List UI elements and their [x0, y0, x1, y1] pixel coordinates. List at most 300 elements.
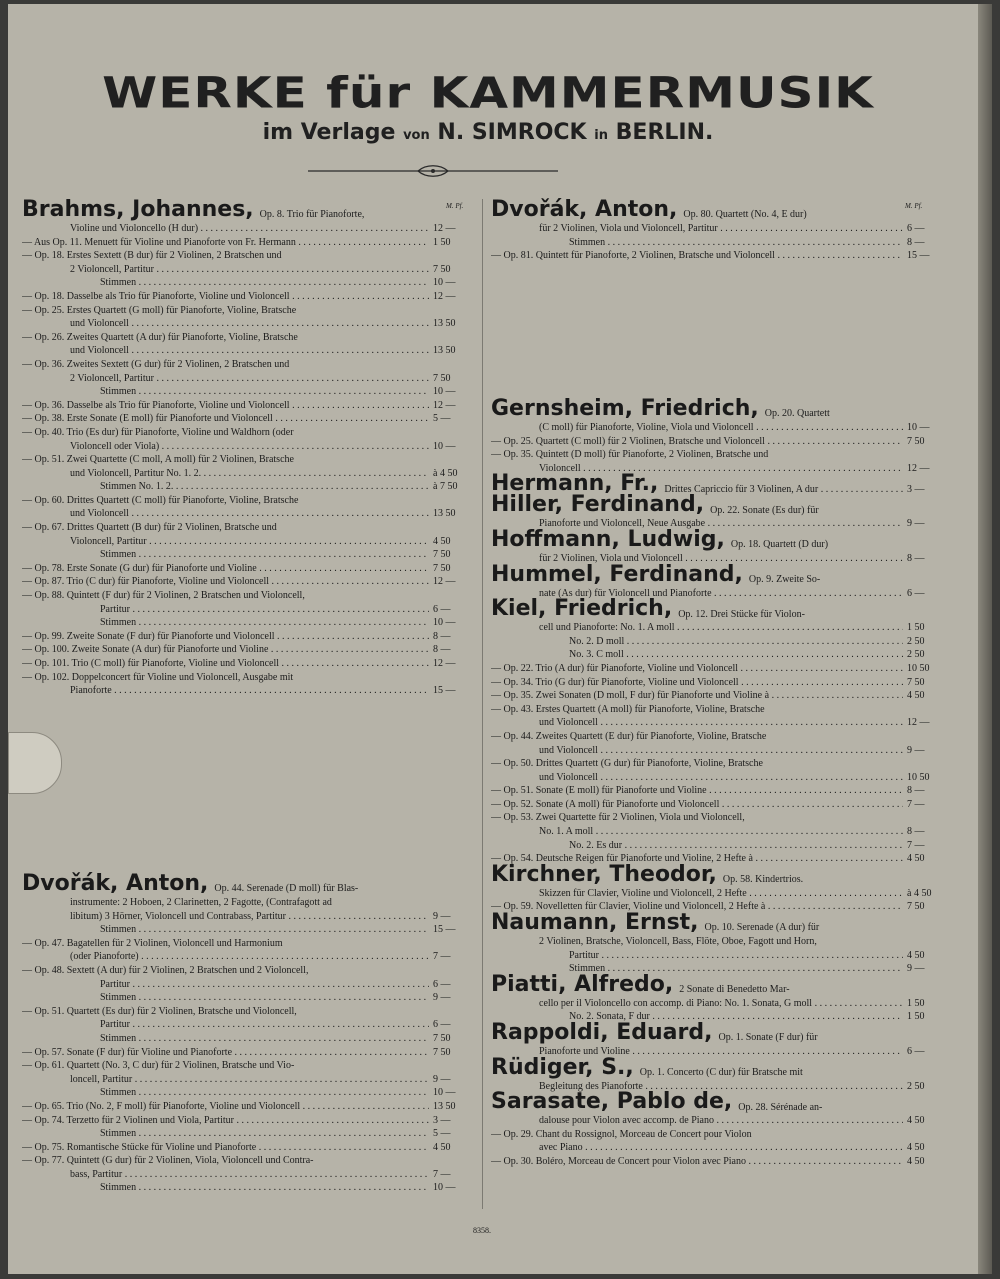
- line-text: Stimmen . . .: [100, 1086, 429, 1100]
- entry-line: [22, 412, 467, 426]
- line-text: Stimmen . . .: [100, 1181, 429, 1195]
- entry-line: [491, 648, 941, 662]
- entry-line: [491, 703, 941, 717]
- publisher-name: N. SIMROCK: [437, 120, 587, 145]
- line-price: 9 —: [907, 518, 925, 530]
- entry-line: [491, 249, 941, 263]
- line-price: 3 —: [907, 483, 925, 495]
- line-price: [429, 1005, 467, 1019]
- page-number: 8358.: [473, 1226, 491, 1235]
- entry-lines: [22, 871, 467, 1195]
- entry-line: [22, 1086, 467, 1100]
- line-text: Violine und Violoncello (H dur) . . .: [70, 222, 429, 236]
- entry-line: [22, 494, 467, 508]
- entry-line: [22, 440, 467, 454]
- composer-name: Piatti, Alfredo,: [491, 971, 674, 997]
- line-price: 7 50: [907, 435, 925, 447]
- line-price: 1 50: [907, 997, 925, 1009]
- entry-line: [22, 521, 467, 535]
- line-text: — Op. 59. Novelletten für Clavier, Violine und Violoncell, 2 Hefte à . . .: [491, 900, 903, 914]
- entry-line: [22, 1032, 467, 1046]
- entry-lines: [22, 197, 467, 698]
- line-price: 10 —: [433, 386, 456, 398]
- entry-line: [491, 1155, 941, 1169]
- price-heading: M. Pf.: [446, 202, 464, 210]
- entry-line: [22, 276, 467, 290]
- line-price: 9 —: [433, 910, 451, 922]
- line-text: Op. 1. Concerto (C dur) für Bratsche mit: [639, 1067, 803, 1078]
- line-price: [429, 937, 467, 951]
- line-price: 8 —: [907, 552, 925, 564]
- entry-line: [22, 910, 467, 924]
- entry-line: [491, 798, 941, 812]
- entry-line: [22, 236, 467, 250]
- entry-line: [491, 784, 941, 798]
- entry-line: [22, 480, 467, 494]
- line-text: — Op. 74. Terzetto für 2 Violinen und Viola, Partitur . . .: [22, 1114, 429, 1128]
- line-price: 10 —: [433, 277, 456, 289]
- line-text: Stimmen . . .: [100, 616, 429, 630]
- entry-line: [491, 997, 941, 1011]
- line-text: Partitur . . .: [569, 949, 903, 963]
- line-text: — Op. 75. Romantische Stücke für Violine und Pianoforte . . .: [22, 1141, 429, 1155]
- line-text: — Op. 43. Erstes Quartett (A moll) für Pianoforte, Violine, Bratsche: [491, 703, 765, 715]
- line-text: cell und Pianoforte: No. 1. A moll . . .: [539, 621, 903, 635]
- line-price: [429, 426, 467, 440]
- line-text: — Op. 51. Zwei Quartette (C moll, A moll) für 2 Violinen, Bratsche: [22, 454, 294, 466]
- line-text: Begleitung des Pianoforte . . .: [539, 1080, 903, 1094]
- line-price: 8 —: [433, 630, 451, 642]
- entry-line: [491, 949, 941, 963]
- entry-line: [491, 730, 941, 744]
- line-text: loncell, Partitur . . .: [70, 1073, 429, 1087]
- line-text: Op. 9. Zweite So-: [748, 573, 821, 585]
- line-text: — Op. 101. Trio (C moll) für Pianoforte, Violine und Violoncell . . .: [22, 657, 429, 671]
- line-text: No. 3. C moll . . .: [569, 648, 903, 662]
- right-column: [491, 197, 941, 263]
- line-text: Op. 44. Serenade (D moll) für Blas-: [214, 883, 359, 895]
- line-text: — Op. 53. Zwei Quartette für 2 Violinen, Viola und Violoncell,: [491, 812, 745, 824]
- entry-line: [22, 507, 467, 521]
- entry-line: [491, 492, 941, 518]
- entry-line: [491, 861, 941, 887]
- line-price: [429, 589, 467, 603]
- line-text: — Op. 81. Quintett für Pianoforte, 2 Violinen, Bratsche und Violoncell . . .: [491, 249, 903, 263]
- line-price: 12 —: [433, 223, 456, 234]
- line-text: — Op. 26. Zweites Quartett (A dur) für Pianoforte, Violine, Bratsche: [22, 331, 298, 343]
- line-text: Pianoforte und Violine . . .: [539, 1045, 903, 1059]
- line-price: 10 —: [433, 440, 456, 452]
- line-price: 4 50: [907, 1115, 925, 1127]
- line-text: — Op. 35. Zwei Sonaten (D moll, F dur) für Pianoforte und Violine à . . .: [491, 689, 903, 703]
- line-text: — Op. 34. Trio (G dur) für Pianoforte, Violine und Violoncell . . .: [491, 676, 903, 690]
- entry-line: [22, 964, 467, 978]
- line-price: 6 —: [907, 587, 925, 599]
- line-price: [429, 1059, 467, 1073]
- entry-line: [22, 535, 467, 549]
- entry-line: [491, 676, 941, 690]
- entry-line: [22, 263, 467, 277]
- entry-line: [491, 910, 941, 936]
- composer-entry: [491, 1020, 941, 1059]
- line-text: — Aus Op. 11. Menuett für Violine und Pianoforte von Fr. Hermann . . .: [22, 236, 429, 250]
- line-text: Stimmen . . .: [100, 1127, 429, 1141]
- entry-line: [491, 971, 941, 997]
- entry-line: [491, 448, 941, 462]
- composer-entry-brahms: [22, 197, 467, 698]
- line-text: cello per il Violoncello con accomp. di Piano: No. 1. Sonata, G moll . . .: [539, 997, 903, 1011]
- line-text: — Op. 54. Deutsche Reigen für Pianoforte und Violine, 2 Hefte à . . .: [491, 852, 903, 866]
- entry-line: [22, 426, 467, 440]
- composer-entry: [491, 492, 941, 531]
- composer-name: Hermann, Fr.,: [491, 471, 659, 497]
- line-price: [903, 935, 941, 949]
- entry-line: [491, 1114, 941, 1128]
- entry-line: [22, 1168, 467, 1182]
- line-text: libitum) 3 Hörner, Violoncell und Contrabass, Partitur . . .: [70, 910, 429, 924]
- entry-line: [22, 630, 467, 644]
- line-price: 4 50: [433, 535, 451, 547]
- line-text: — Op. 88. Quintett (F dur) für 2 Violinen, 2 Bratschen und Violoncell,: [22, 590, 305, 602]
- composer-name: Rüdiger, S.,: [491, 1054, 634, 1080]
- line-text: No. 2. D moll . . .: [569, 635, 903, 649]
- entry-line: [22, 923, 467, 937]
- line-price: 7 50: [433, 1046, 451, 1058]
- line-text: Violoncell oder Viola) . . .: [70, 440, 429, 454]
- entry-line: [22, 1018, 467, 1032]
- entry-line: [22, 589, 467, 603]
- composer-name: Sarasate, Pablo de,: [491, 1089, 733, 1115]
- line-text: — Op. 22. Trio (A dur) für Pianoforte, Violine und Violoncell . . .: [491, 662, 903, 676]
- composer-name: Naumann, Ernst,: [491, 910, 699, 936]
- entry-line: [22, 222, 467, 236]
- line-price: 9 —: [907, 744, 925, 756]
- entry-line: [22, 950, 467, 964]
- entry-line: [22, 575, 467, 589]
- line-price: 13 50: [433, 318, 456, 330]
- line-price: 7 —: [907, 839, 925, 851]
- line-text: — Op. 67. Drittes Quartett (B dur) für 2 Violinen, Bratsche und: [22, 522, 277, 534]
- line-text: Skizzen für Clavier, Violine und Violoncell, 2 Hefte . . .: [539, 887, 903, 901]
- entry-line: [491, 1020, 941, 1045]
- line-price: 4 50: [907, 690, 925, 702]
- line-text: — Op. 48. Sextett (A dur) für 2 Violinen, 2 Bratschen und 2 Violoncell,: [22, 964, 309, 976]
- entry-line: [491, 435, 941, 449]
- composer-name: Hoffmann, Ludwig,: [491, 526, 725, 552]
- entry-line: [491, 236, 941, 250]
- line-price: 12 —: [433, 290, 456, 302]
- line-text: Stimmen No. 1. 2. . . .: [100, 480, 429, 494]
- line-price: 2 50: [907, 1080, 925, 1092]
- line-price: 10 —: [433, 617, 456, 629]
- line-price: 8 —: [907, 236, 925, 248]
- line-text: — Op. 87. Trio (C dur) für Pianoforte, Violine und Violoncell . . .: [22, 575, 429, 589]
- line-text: Op. 58. Kindertrios.: [722, 874, 804, 886]
- line-text: und Violoncell . . .: [539, 771, 903, 785]
- line-price: 8 —: [907, 785, 925, 797]
- line-price: 7 50: [433, 562, 451, 574]
- left-column: [22, 197, 467, 698]
- composer-name: Dvořák, Anton,: [22, 871, 209, 896]
- entry-line: [491, 1141, 941, 1155]
- line-text: — Op. 36. Zweites Sextett (G dur) für 2 Violinen, 2 Bratschen und: [22, 358, 290, 370]
- entry-line: [22, 399, 467, 413]
- entry-lines: [491, 197, 941, 263]
- line-text: — Op. 18. Dasselbe als Trio für Pianoforte, Violine und Violoncell . . .: [22, 290, 429, 304]
- entry-line: [491, 561, 941, 587]
- line-text: 2 Violoncell, Partitur . . .: [70, 372, 429, 386]
- line-price: 10 50: [907, 771, 930, 783]
- line-text: Op. 8. Trio für Pianoforte,: [259, 209, 365, 221]
- line-text: und Violoncell . . .: [539, 716, 903, 730]
- line-price: [903, 811, 941, 825]
- line-price: [429, 331, 467, 345]
- line-price: 4 50: [433, 1141, 451, 1153]
- entry-line: [491, 1089, 941, 1115]
- line-price: [429, 964, 467, 978]
- entry-line: [22, 671, 467, 685]
- line-price: 13 50: [433, 508, 456, 520]
- entry-line: [491, 1128, 941, 1142]
- entry-line: [491, 887, 941, 901]
- line-price: 6 —: [433, 978, 451, 990]
- line-text: — Op. 25. Quartett (C moll) für 2 Violinen, Bratsche und Violoncell . . .: [491, 435, 903, 449]
- line-text: Stimmen . . .: [100, 548, 429, 562]
- composer-name: Hiller, Ferdinand,: [491, 492, 705, 518]
- line-text: Partitur . . .: [100, 603, 429, 617]
- entry-line: [22, 1154, 467, 1168]
- line-price: 9 —: [433, 992, 451, 1004]
- right-column-lower: [491, 396, 941, 1169]
- composer-name: Hummel, Ferdinand,: [491, 561, 743, 587]
- composer-entry: [491, 1089, 941, 1168]
- line-price: 10 —: [433, 1087, 456, 1099]
- column-divider: [482, 199, 483, 1209]
- line-price: [903, 448, 941, 462]
- line-price: 5 —: [433, 1128, 451, 1140]
- entry-line: [22, 1059, 467, 1073]
- composer-name: Rappoldi, Eduard,: [491, 1020, 713, 1045]
- entry-line: [491, 771, 941, 785]
- entry-line: [22, 249, 467, 263]
- entry-line: [491, 222, 941, 236]
- line-text: No. 2. Es dur . . .: [569, 839, 903, 853]
- line-price: 10 —: [907, 422, 930, 433]
- left-column-lower: [22, 871, 467, 1195]
- price-heading: M. Pf.: [905, 202, 923, 210]
- line-price: [429, 453, 467, 467]
- line-text: instrumente: 2 Hoboen, 2 Clarinetten, 2 Fagotte, (Contrafagott ad: [70, 897, 332, 908]
- line-text: Pianoforte und Violoncell, Neue Ausgabe . . .: [539, 517, 903, 531]
- line-text: — Op. 36. Dasselbe als Trio für Pianoforte, Violine und Violoncell . . .: [22, 399, 429, 413]
- line-text: 2 Violoncell, Partitur . . .: [70, 263, 429, 277]
- line-price: 7 50: [907, 676, 925, 688]
- line-text: Violoncell . . .: [539, 462, 903, 476]
- line-text: Pianoforte . . .: [70, 684, 429, 698]
- line-text: — Op. 77. Quintett (G dur) für 2 Violinen, Viola, Violoncell und Contra-: [22, 1155, 314, 1167]
- line-text: — Op. 78. Erste Sonate (G dur) für Pianoforte und Violine . . .: [22, 562, 429, 576]
- line-price: 12 —: [433, 576, 456, 588]
- page-title: WERKE für KAMMERMUSIK: [102, 68, 874, 118]
- line-price: 8 —: [907, 826, 925, 838]
- line-text: für 2 Violinen, Viola und Violoncell, Partitur . . .: [539, 222, 903, 236]
- entry-line: [491, 621, 941, 635]
- line-text: Partitur . . .: [100, 978, 429, 992]
- composer-entry: [491, 971, 941, 1024]
- line-text: — Op. 57. Sonate (F dur) für Violine und Pianoforte . . .: [22, 1046, 429, 1060]
- line-text: — Op. 60. Drittes Quartett (C moll) für Pianoforte, Violine, Bratsche: [22, 494, 299, 506]
- line-price: 10 50: [907, 662, 930, 674]
- line-text: — Op. 52. Sonate (A moll) für Pianoforte und Violoncell . . .: [491, 798, 903, 812]
- line-price: 6 —: [433, 603, 451, 615]
- entry-line: [22, 344, 467, 358]
- line-price: 3 —: [433, 1114, 451, 1126]
- line-text: — Op. 40. Trio (Es dur) für Pianoforte, Violine und Waldhorn (oder: [22, 426, 294, 438]
- line-text: Op. 1. Sonate (F dur) für: [718, 1032, 818, 1044]
- catalog-page: [8, 4, 986, 1274]
- line-text: — Op. 51. Quartett (Es dur) für 2 Violinen, Bratsche und Violoncell,: [22, 1005, 297, 1017]
- line-text: Stimmen . . .: [569, 236, 903, 250]
- entry-line: [22, 1005, 467, 1019]
- line-text: und Violoncell . . .: [70, 317, 429, 331]
- line-price: 9 —: [433, 1073, 451, 1085]
- entry-line: [491, 596, 941, 622]
- line-text: — Op. 50. Drittes Quartett (G dur) für Pianoforte, Violine, Bratsche: [491, 758, 763, 770]
- entry-line: [491, 197, 941, 222]
- line-price: 4 50: [907, 853, 925, 865]
- line-text: 2 Violinen, Bratsche, Violoncell, Bass, Flöte, Oboe, Fagott und Horn,: [539, 936, 817, 948]
- line-text: — Op. 100. Zweite Sonate (A dur) für Pianoforte und Violine . . .: [22, 643, 429, 657]
- entry-line: [491, 421, 941, 435]
- entry-line: [22, 562, 467, 576]
- line-text: — Op. 35. Quintett (D moll) für Pianoforte, 2 Violinen, Bratsche und: [491, 449, 769, 461]
- composer-name: Gernsheim, Friedrich,: [491, 396, 759, 421]
- line-price: [429, 896, 467, 910]
- line-price: 12 —: [907, 462, 930, 474]
- page-edge-tab: [8, 732, 62, 794]
- entry-line: [491, 716, 941, 730]
- line-text: — Op. 25. Erstes Quartett (G moll) für Pianoforte, Violine, Bratsche: [22, 304, 297, 316]
- line-price: 6 —: [907, 223, 925, 234]
- line-text: (C moll) für Pianoforte, Violine, Viola und Violoncell . . .: [539, 421, 903, 435]
- line-price: 8 —: [433, 644, 451, 656]
- line-text: und Violoncell . . .: [70, 344, 429, 358]
- line-price: [429, 358, 467, 372]
- entry-line: [491, 825, 941, 839]
- entry-line: [22, 548, 467, 562]
- entry-line: [22, 937, 467, 951]
- subtitle-pre: im Verlage: [262, 120, 396, 145]
- line-text: — Op. 38. Erste Sonate (E moll) für Pianoforte und Violoncell . . .: [22, 412, 429, 426]
- line-text: Stimmen . . .: [100, 385, 429, 399]
- line-text: — Op. 51. Sonate (E moll) für Pianoforte und Violine . . .: [491, 784, 903, 798]
- composer-entry: [491, 526, 941, 566]
- entry-line: [491, 526, 941, 552]
- line-price: 4 50: [907, 1142, 925, 1154]
- entry-line: [22, 1141, 467, 1155]
- line-text: — Op. 30. Boléro, Morceau de Concert pour Violon avec Piano . . .: [491, 1155, 903, 1169]
- entry-line: [491, 1054, 941, 1080]
- line-text: No. 1. A moll . . .: [539, 825, 903, 839]
- line-text: Stimmen . . .: [100, 1032, 429, 1046]
- line-text: Stimmen . . .: [569, 962, 903, 976]
- line-price: 7 50: [433, 1032, 451, 1044]
- line-text: und Violoncell, Partitur No. 1. 2. . . .: [70, 467, 429, 481]
- line-price: 15 —: [433, 685, 456, 697]
- line-price: 7 —: [433, 951, 451, 963]
- line-text: Op. 22. Sonate (Es dur) für: [710, 504, 819, 516]
- line-price: 13 50: [433, 1100, 456, 1112]
- line-price: 12 —: [433, 658, 456, 669]
- line-price: 7 50: [433, 372, 451, 384]
- entry-line: [22, 197, 467, 222]
- entry-line: [22, 896, 467, 910]
- composer-name: Brahms, Johannes,: [22, 197, 254, 222]
- entry-line: [22, 358, 467, 372]
- city-name: BERLIN.: [615, 120, 714, 145]
- line-text: — Op. 18. Erstes Sextett (B dur) für 2 Violinen, 2 Bratschen und: [22, 250, 282, 262]
- entry-line: [491, 662, 941, 676]
- entry-line: [22, 385, 467, 399]
- line-price: à 4 50: [907, 887, 932, 899]
- line-text: Violoncell, Partitur . . .: [70, 535, 429, 549]
- entry-line: [491, 635, 941, 649]
- line-price: 1 50: [907, 1011, 925, 1023]
- line-price: [429, 1154, 467, 1168]
- line-text: Stimmen . . .: [100, 923, 429, 937]
- entry-line: [491, 839, 941, 853]
- subtitle-in: in: [594, 128, 608, 143]
- entry-line: [22, 453, 467, 467]
- page-subtitle: [8, 120, 968, 145]
- entry-line: [22, 372, 467, 386]
- line-price: 7 —: [433, 1168, 451, 1180]
- line-text: Stimmen . . .: [100, 991, 429, 1005]
- entry-line: [22, 1127, 467, 1141]
- composer-entry: [491, 561, 941, 601]
- entry-line: [491, 811, 941, 825]
- line-text: — Op. 99. Zweite Sonate (F dur) für Pianoforte und Violoncell . . .: [22, 630, 429, 644]
- line-price: 7 50: [433, 549, 451, 561]
- line-text: Op. 12. Drei Stücke für Violon-: [678, 608, 805, 620]
- line-text: — Op. 102. Doppelconcert für Violine und Violoncell, Ausgabe mit: [22, 671, 294, 683]
- line-text: für 2 Violinen, Viola und Violoncell . . .: [539, 552, 903, 566]
- entry-line: [22, 603, 467, 617]
- line-text: avec Piano . . .: [539, 1141, 903, 1155]
- subtitle-von: von: [403, 128, 430, 143]
- entry-line: [22, 643, 467, 657]
- line-price: à 4 50: [433, 467, 458, 479]
- entry-line: [22, 684, 467, 698]
- line-text: — Op. 44. Zweites Quartett (E dur) für Pianoforte, Violine, Bratsche: [491, 730, 767, 742]
- entry-line: [22, 1114, 467, 1128]
- entry-line: [22, 1046, 467, 1060]
- line-price: 1 50: [433, 236, 451, 248]
- line-price: 12 —: [907, 717, 930, 729]
- composer-entry: [491, 861, 941, 914]
- line-price: 10 —: [433, 1182, 456, 1194]
- entry-line: [22, 657, 467, 671]
- line-text: — Op. 29. Chant du Rossignol, Morceau de Concert pour Violon: [491, 1128, 752, 1140]
- line-price: [903, 757, 941, 771]
- entry-line: [22, 978, 467, 992]
- line-text: Stimmen . . .: [100, 276, 429, 290]
- entry-line: [22, 304, 467, 318]
- entry-line: [491, 744, 941, 758]
- line-price: [903, 730, 941, 744]
- line-text: Op. 10. Serenade (A dur) für: [704, 922, 820, 934]
- line-price: [903, 1128, 941, 1142]
